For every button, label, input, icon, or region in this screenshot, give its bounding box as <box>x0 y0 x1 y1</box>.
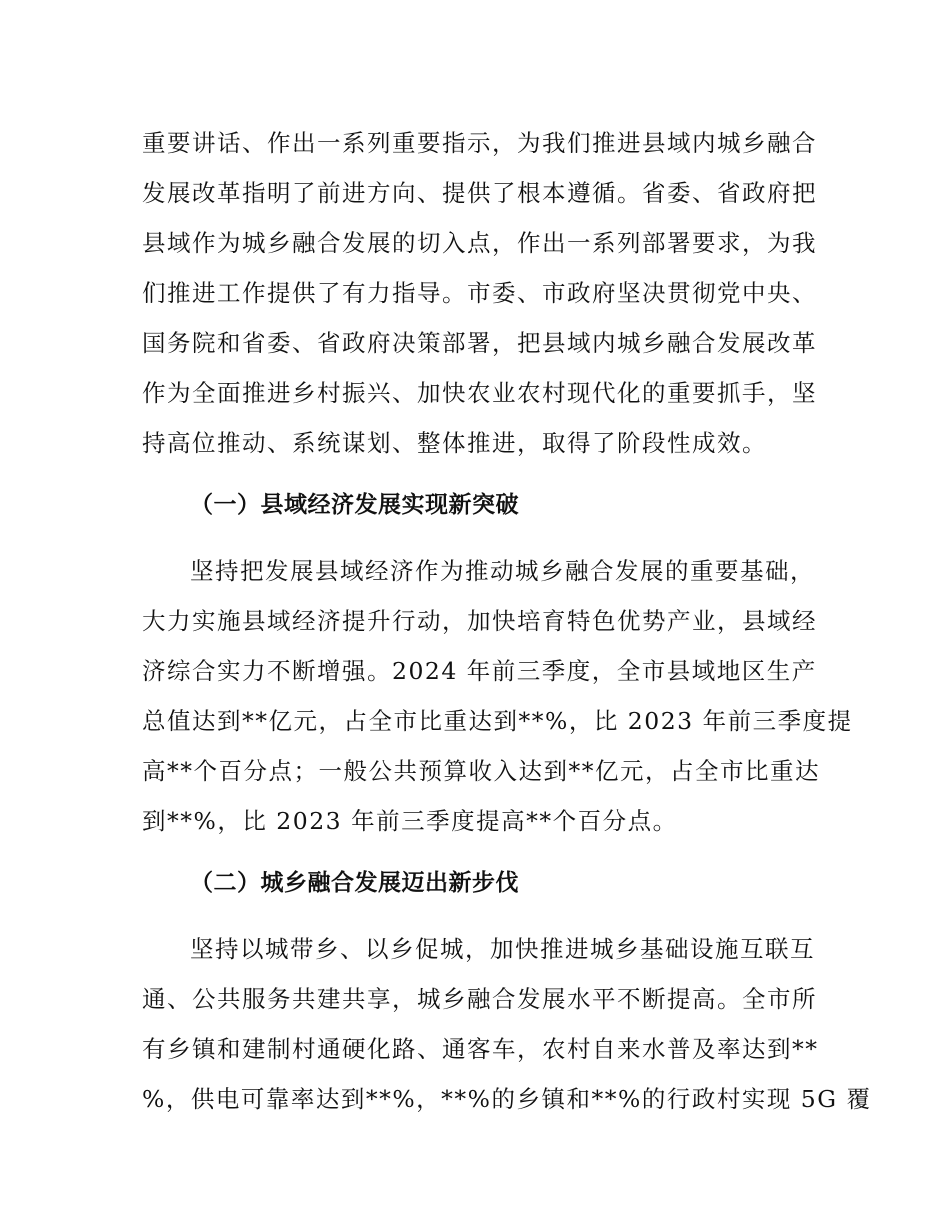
paragraph-line: 们推进工作提供了有力指导。市委、市政府坚决贯彻党中央、 <box>142 279 817 307</box>
paragraph-line: %，供电可靠率达到**%，**%的乡镇和**%的行政村实现 5G 覆 <box>142 1085 872 1113</box>
paragraph-line: 总值达到**亿元，占全市比重达到**%，比 2023 年前三季度提 <box>142 707 853 735</box>
paragraph-line: 重要讲话、作出一系列重要指示，为我们推进县域内城乡融合 <box>142 129 817 157</box>
paragraph-line: 国务院和省委、省政府决策部署，把县域内城乡融合发展改革 <box>142 329 817 357</box>
paragraph-line: 济综合实力不断增强。2024 年前三季度，全市县域地区生产 <box>142 657 817 685</box>
paragraph-line: 县域作为城乡融合发展的切入点，作出一系列部署要求，为我 <box>142 229 817 257</box>
paragraph-line: 发展改革指明了前进方向、提供了根本遵循。省委、省政府把 <box>142 179 817 207</box>
paragraph-line: 到**%，比 2023 年前三季度提高**个百分点。 <box>142 807 678 835</box>
paragraph-line: 作为全面推进乡村振兴、加快农业农村现代化的重要抓手，坚 <box>142 379 817 407</box>
paragraph-line: 有乡镇和建制村通硬化路、通客车，农村自来水普及率达到** <box>142 1035 819 1063</box>
paragraph-line: 持高位推动、系统谋划、整体推进，取得了阶段性成效。 <box>142 429 767 457</box>
paragraph-line: 大力实施县域经济提升行动，加快培育特色优势产业，县域经 <box>142 607 817 635</box>
section-heading-2: （二）城乡融合发展迈出新步伐 <box>190 870 519 896</box>
section-heading-1: （一）县域经济发展实现新突破 <box>190 492 519 518</box>
paragraph-line: 高**个百分点；一般公共预算收入达到**亿元，占全市比重达 <box>142 757 820 785</box>
paragraph-line: 通、公共服务共建共享，城乡融合发展水平不断提高。全市所 <box>142 985 817 1013</box>
paragraph-line: 坚持把发展县域经济作为推动城乡融合发展的重要基础， <box>190 557 815 585</box>
paragraph-line: 坚持以城带乡、以乡促城，加快推进城乡基础设施互联互 <box>190 935 815 963</box>
